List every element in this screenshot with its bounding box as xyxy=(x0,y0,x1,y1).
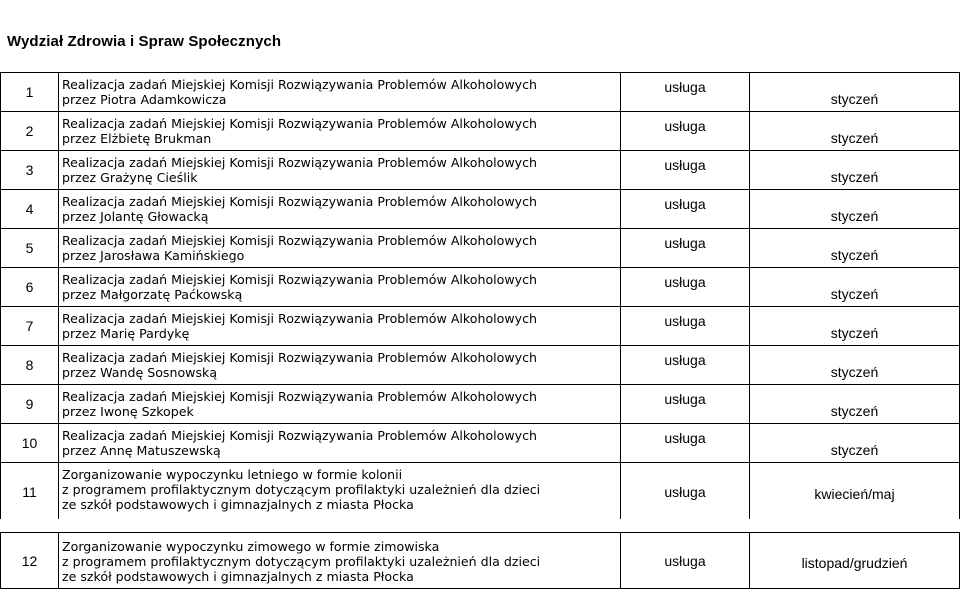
row-description xyxy=(59,151,621,190)
row-date: styczeń xyxy=(750,346,960,385)
description-line: Realizacja zadań Miejskiej Komisji Rozwiązywania Problemów Alkoholowych xyxy=(62,233,538,248)
row-type: usługa xyxy=(621,533,750,589)
row-date: styczeń xyxy=(750,307,960,346)
description-line: przez Jolantę Głowacką xyxy=(62,209,209,224)
row-date: styczeń xyxy=(750,424,960,463)
description-line: przez Grażynę Cieślik xyxy=(62,170,198,185)
row-description xyxy=(59,533,621,589)
department-title: Wydział Zdrowia i Spraw Społecznych xyxy=(7,33,282,50)
description-line: Realizacja zadań Miejskiej Komisji Rozwiązywania Problemów Alkoholowych xyxy=(62,311,538,326)
row-number: 5 xyxy=(1,229,59,268)
row-type: usługa xyxy=(621,463,750,521)
table-row xyxy=(1,73,960,112)
table-row xyxy=(1,112,960,151)
description-line: Realizacja zadań Miejskiej Komisji Rozwiązywania Problemów Alkoholowych xyxy=(62,272,538,287)
description-line: Realizacja zadań Miejskiej Komisji Rozwiązywania Problemów Alkoholowych xyxy=(62,389,538,404)
row-date: styczeń xyxy=(750,151,960,190)
description-line: z programem profilaktycznym dotyczącym profilaktyki uzależnień dla dzieci xyxy=(62,482,541,497)
description-line: Realizacja zadań Miejskiej Komisji Rozwiązywania Problemów Alkoholowych xyxy=(62,116,538,131)
row-type: usługa xyxy=(621,190,750,229)
row-type: usługa xyxy=(621,229,750,268)
description-line: Realizacja zadań Miejskiej Komisji Rozwiązywania Problemów Alkoholowych xyxy=(62,194,538,209)
description-line: przez Wandę Sosnowską xyxy=(62,365,218,380)
description-line: przez Marię Pardykę xyxy=(62,326,190,341)
row-type: usługa xyxy=(621,151,750,190)
table-gap xyxy=(0,519,960,530)
description-line: ze szkół podstawowych i gimnazjalnych z miasta Płocka xyxy=(62,497,414,512)
table-row xyxy=(1,268,960,307)
description-line: Realizacja zadań Miejskiej Komisji Rozwiązywania Problemów Alkoholowych xyxy=(62,155,538,170)
row-number: 3 xyxy=(1,151,59,190)
row-date: styczeń xyxy=(750,268,960,307)
description-line: przez Iwonę Szkopek xyxy=(62,404,194,419)
row-description xyxy=(59,385,621,424)
row-number: 8 xyxy=(1,346,59,385)
row-number: 7 xyxy=(1,307,59,346)
row-number: 11 xyxy=(1,463,59,521)
row-type: usługa xyxy=(621,385,750,424)
row-description xyxy=(59,73,621,112)
description-line: Realizacja zadań Miejskiej Komisji Rozwiązywania Problemów Alkoholowych xyxy=(62,428,538,443)
description-line: przez Jarosława Kamińskiego xyxy=(62,248,245,263)
description-line: z programem profilaktycznym dotyczącym profilaktyki uzależnień dla dzieci xyxy=(62,554,541,569)
row-number: 6 xyxy=(1,268,59,307)
row-date: styczeń xyxy=(750,229,960,268)
row-description xyxy=(59,268,621,307)
description-line: przez Elżbietę Brukman xyxy=(62,131,212,146)
row-description xyxy=(59,112,621,151)
row-type: usługa xyxy=(621,346,750,385)
table-row xyxy=(1,190,960,229)
procurement-table xyxy=(0,72,960,521)
description-line: Realizacja zadań Miejskiej Komisji Rozwiązywania Problemów Alkoholowych xyxy=(62,77,538,92)
row-type: usługa xyxy=(621,268,750,307)
row-date: listopad/grudzień xyxy=(750,533,960,589)
description-line: przez Małgorzatę Paćkowską xyxy=(62,287,243,302)
row-number: 1 xyxy=(1,73,59,112)
row-date: styczeń xyxy=(750,190,960,229)
row-description xyxy=(59,229,621,268)
description-line: przez Piotra Adamkowicza xyxy=(62,92,227,107)
description-line: ze szkół podstawowych i gimnazjalnych z miasta Płocka xyxy=(62,569,414,584)
description-line: Zorganizowanie wypoczynku letniego w formie kolonii xyxy=(62,467,403,482)
table-row xyxy=(1,463,960,521)
row-description xyxy=(59,424,621,463)
table-row xyxy=(1,229,960,268)
table-row xyxy=(1,385,960,424)
row-description xyxy=(59,346,621,385)
description-line: Zorganizowanie wypoczynku zimowego w formie zimowiska xyxy=(62,539,440,554)
row-number: 9 xyxy=(1,385,59,424)
row-date: styczeń xyxy=(750,385,960,424)
table-row xyxy=(1,346,960,385)
row-number: 4 xyxy=(1,190,59,229)
row-date: kwiecień/maj xyxy=(750,463,960,521)
department-header xyxy=(0,0,960,69)
table-row xyxy=(1,533,960,589)
row-type: usługa xyxy=(621,424,750,463)
description-line: Realizacja zadań Miejskiej Komisji Rozwiązywania Problemów Alkoholowych xyxy=(62,350,538,365)
table-row xyxy=(1,151,960,190)
row-description xyxy=(59,307,621,346)
table-row xyxy=(1,307,960,346)
row-date: styczeń xyxy=(750,73,960,112)
row-number: 2 xyxy=(1,112,59,151)
row-number: 12 xyxy=(1,533,59,589)
row-type: usługa xyxy=(621,73,750,112)
row-description xyxy=(59,463,621,521)
row-type: usługa xyxy=(621,307,750,346)
row-number: 10 xyxy=(1,424,59,463)
description-line: przez Annę Matuszewską xyxy=(62,443,221,458)
procurement-table-continued xyxy=(0,532,960,589)
row-description xyxy=(59,190,621,229)
row-type: usługa xyxy=(621,112,750,151)
table-row xyxy=(1,424,960,463)
row-date: styczeń xyxy=(750,112,960,151)
